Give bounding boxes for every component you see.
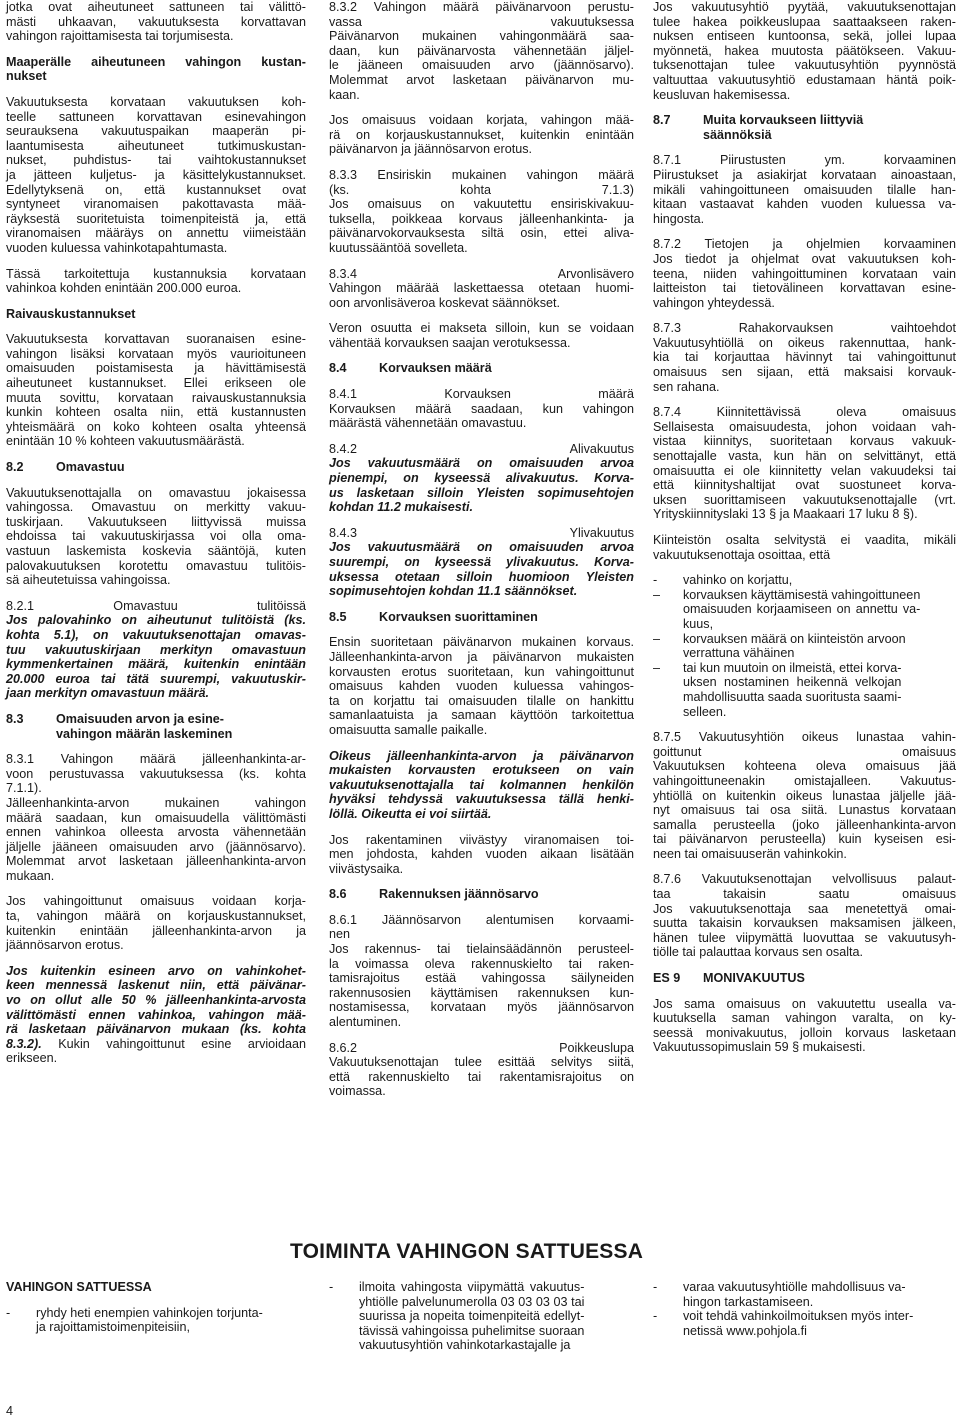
- text-line: Jos vakuutusmäärä on omaisuuden arvoa: [329, 540, 634, 555]
- section-title-line: säännöksiä: [703, 127, 772, 142]
- text-line: korvauksen käyttämisestä vahingoittuneen: [683, 587, 921, 602]
- paragraph: [329, 321, 634, 350]
- text-line: suurempi, on kyseessä ylivakuutus. Korva-: [329, 555, 634, 569]
- list-item-text: [683, 1309, 913, 1338]
- text-line: vakuutusyhtiön vahinkotarkastajalle ja: [359, 1338, 571, 1353]
- text-line: kohdan 11.2 mukaisesti.: [329, 500, 473, 515]
- text-line: varaa vakuutusyhtiölle mahdollisuus va-: [683, 1280, 906, 1294]
- text-line: nuksen entiseen kuntoonsa, sekä, jollei lupaa: [653, 29, 956, 44]
- text-line: Jos vakuutusmäärä on omaisuuden arvoa: [329, 456, 634, 471]
- text-line: seessä monivakuutus, jolloin korvaus lasketaan: [653, 1025, 956, 1040]
- text-line: Sellaisesta omaisuudesta, johon voidaan vah-: [653, 419, 956, 434]
- text-line: 7.1.1).: [6, 781, 42, 796]
- paragraph: [653, 237, 956, 310]
- text-line: tävissä vahingoissa puhelimitse suoraan: [359, 1323, 585, 1338]
- text-line: Jälleenhankinta-arvon ja päivänarvon mukaisten: [329, 649, 634, 664]
- section-number: 8.5: [329, 609, 347, 624]
- section-title: [379, 610, 538, 625]
- text-line: samalla perusteella (joko jälleenhankinta-arvon: [653, 817, 956, 832]
- paragraph: [329, 833, 634, 877]
- section-title-line: Korvauksen suorittaminen: [379, 609, 538, 624]
- text-line: Vakuutuksesta korvataan vakuutuksen koh-: [6, 94, 306, 109]
- text-line: Jos vakuutuksenottaja saa menetettyä omai-: [653, 901, 956, 916]
- text-line: ennen vahinkoa olleesta arvosta vähennetään: [6, 825, 306, 840]
- text-line: senottajalle vasta, kun hän on selvittänyt, että: [653, 449, 956, 464]
- paragraph: [6, 332, 306, 449]
- paragraph: [653, 405, 956, 522]
- text-line: 8.4.2 Alivakuutus: [329, 441, 634, 456]
- text-line: Molemmat arvot lasketaan jälleenhankinta-arvon: [6, 854, 306, 869]
- subheading: [6, 55, 306, 84]
- paragraph: [653, 0, 956, 102]
- text-line: Jälleenhankinta-arvon mukainen vahingon: [6, 795, 306, 810]
- text-line: tuu vakuutuskirjaan merkityn omavastuun: [6, 642, 306, 657]
- text-line: 8.7.6 Vakuutuksenottajan velvollisuus palaut-: [653, 872, 956, 887]
- text-line: kia tai korjauttaa hävinnyt tai vahingoittunut: [653, 350, 956, 365]
- section-number: 8.6: [329, 887, 347, 902]
- paragraph: [329, 267, 634, 311]
- text-line: aiheutuneet kustannukset. Ellei erikseen ole: [6, 376, 306, 391]
- text-line: jotka ovat aiheutuneet sattuneen tai välittö-: [6, 0, 306, 14]
- text-line: 8.3.1 Vahingon määrä jälleenhankinta-ar-: [6, 752, 306, 767]
- section-title-line: Omavastuu: [56, 460, 125, 475]
- text-line: us lasketaan silloin Yleisten sopimusehtojen: [329, 485, 634, 500]
- list-item-text: [683, 588, 920, 632]
- text-line: rä on korjauskustannukset, kuitenkin enintään: [329, 127, 634, 142]
- paragraph: [6, 486, 306, 588]
- list-item: [329, 1280, 634, 1353]
- paragraph: [6, 267, 306, 296]
- paragraph: [329, 635, 634, 737]
- text-line: Yrityskiinnityslaki 13 § ja Maakaari 17 luku 8 §).: [653, 507, 918, 522]
- text-line: Piirustukset ja asiakirjat korvataan ainoastaan,: [653, 167, 956, 182]
- text-line: 8.3.2 Vahingon määrä päivänarvoon perustu-: [329, 0, 634, 14]
- section-title: [703, 113, 863, 142]
- text-line: 8.3.4 Arvonlisävero: [329, 266, 634, 281]
- section-heading: [6, 460, 306, 475]
- paragraph: [329, 113, 634, 157]
- text-line: vahingon yhteydessä.: [653, 295, 775, 310]
- text-line: Jos kuitenkin esineen arvo on vahinkohet-: [6, 963, 306, 978]
- text-line: Jos tiedot ja ohjelmat ovat vakuutuksen koh-: [653, 251, 956, 266]
- text-line: Vakuutussopimuslain 59 § mukaisesti.: [653, 1040, 866, 1055]
- text-line: Tässä tarkoitettuja kustannuksia korvataan: [6, 266, 306, 281]
- text-line: vuoden kuluessa vahinkotapahtumasta.: [6, 240, 228, 255]
- text-line: mukaisten korvausten erotukseen on vain: [329, 763, 634, 778]
- text-line: samanlaatuista ja samaan käyttöön tarkoitettua: [329, 708, 634, 723]
- text-line: 8.4.1 Korvauksen määrä: [329, 387, 634, 402]
- bottom-list-right: [653, 1280, 956, 1338]
- text-line: Jos omaisuus on vakuutettu ensiriskivakuu-: [329, 197, 634, 212]
- text-line: Jos rakennus- tai tielainsäädännön perusteel-: [329, 942, 634, 957]
- section-banner-title: TOIMINTA VAHINGON SATTUESSA: [290, 1240, 644, 1263]
- text-line: le jääneen omaisuuden arvo (jäännösarvo).: [329, 58, 634, 73]
- text-line: syntyneet viranomaisen pakottavasta mää-: [6, 197, 306, 212]
- text-line: voon perustuvassa vakuutuksessa (ks. kohta: [6, 766, 306, 781]
- text-line: [6, 1037, 306, 1052]
- text-line: jäännösarvon erotus.: [6, 938, 124, 953]
- text-line: Maaperälle aiheutuneen vahingon kustan-: [6, 54, 306, 69]
- text-line: määrästä vähennetään omavastuu.: [329, 416, 527, 431]
- text-line: nyt omaisuus tai osa siitä. Lunastus korvataan: [653, 803, 956, 818]
- text-line: määrä saadaan, kun omaisuudella välittömästi: [6, 810, 306, 825]
- text-line: voimassa.: [329, 1084, 386, 1099]
- text-line: kohta 5.1), on vakuutuksenottajan omavas-: [6, 627, 306, 642]
- text-line: Oikeus jälleenhankinta-arvon ja päivänarvon: [329, 748, 634, 763]
- text-line: vo on ollut alle 50 % jälleenhankinta-arvosta: [6, 993, 306, 1008]
- list-bullet: –: [653, 660, 661, 675]
- section-heading: [653, 971, 956, 986]
- paragraph: [329, 387, 634, 431]
- bottom-list-middle: [329, 1280, 634, 1353]
- text-line: Kiinteistön osalta selvitystä ei vaadita, mikäli: [653, 533, 956, 547]
- text-line: vakuutuksenottajalla tai kolmannen henkilön: [329, 777, 634, 792]
- text-line: että kiinnityshaltijat ovat suostuneet korva-: [653, 478, 956, 493]
- list-item-text: [683, 1280, 906, 1309]
- text-line: nen: [329, 927, 351, 942]
- list-bullet: -: [329, 1280, 334, 1294]
- text-line: Vakuutuksen kohteena oleva omaisuus jää: [653, 759, 956, 774]
- list-bullet: -: [653, 573, 658, 588]
- text-line: goittunut omaisuus: [653, 744, 956, 759]
- text-line: verrattuna vähäinen: [683, 646, 795, 661]
- paragraph: [329, 913, 634, 1030]
- text-line: kuus,: [683, 616, 714, 631]
- text-line: tamisrajoitus estää vahingossa säilyneiden: [329, 971, 634, 986]
- text-line: 8.7.4 Kiinnitettävissä oleva omaisuus: [653, 405, 956, 420]
- section-title-line: Muita korvaukseen liittyviä: [703, 113, 864, 128]
- text-line: kymmenkertainen määrä, kuitenkin enintään: [6, 657, 306, 672]
- section-heading: [329, 610, 634, 625]
- paragraph: [329, 0, 634, 102]
- section-number: 8.7: [653, 113, 671, 128]
- text-line: Jos rakentaminen viivästyy viranomaisen toi-: [329, 832, 634, 847]
- paragraph: [6, 0, 306, 44]
- section-title: [703, 971, 805, 986]
- text-line: kuutuksella saman vahingon varalta, on ky-: [653, 1011, 956, 1026]
- paragraph: [653, 533, 956, 562]
- text-line: kaan.: [329, 87, 360, 102]
- text-line: alentuminen.: [329, 1015, 402, 1030]
- text-line: 8.7.1 Piirustusten ym. korvaaminen: [653, 153, 956, 168]
- text-line: mästi uhkaavan, vakuutuksesta korvattavan: [6, 14, 306, 29]
- text-line: vahinkoa kohden enintään 200.000 euroa.: [6, 281, 242, 296]
- text-line: seurauksena vakuutuspaikan maaperän pi-: [6, 124, 306, 139]
- text-line: suurissa ja nopeita toimenpiteitä edellyt-: [359, 1309, 585, 1324]
- text-line: vähentää korvauksen saajan verotuksessa.: [329, 335, 571, 350]
- paragraph: [6, 752, 306, 883]
- section-heading: [329, 887, 634, 902]
- column-left: [6, 0, 306, 1077]
- text-line: Vakuutuksesta korvattavan suoranaisen esine-: [6, 332, 306, 347]
- text-line: omaisuutta ei ole kiinnitetty velan vakuudeksi tai: [653, 463, 956, 478]
- text-line: omaisuuden poistamisesta ja hävittämisestä: [6, 361, 306, 376]
- text-line: 8.4.3 Ylivakuutus: [329, 525, 634, 540]
- paragraph: [6, 964, 306, 1066]
- text-line: 8.7.3 Rahakorvauksen vaihtoehdot: [653, 321, 956, 336]
- text-line: löllä. Oikeutta ei voi siirtää.: [329, 806, 492, 821]
- list-item: [653, 632, 956, 661]
- text-line: tiölle tai palauttaa korvaus sen osalta.: [653, 945, 864, 960]
- section-number: 8.2: [6, 460, 24, 475]
- section-heading: [653, 113, 956, 142]
- list-item-text: [683, 632, 906, 661]
- text-line: yhtiölle palvelunumerolla 03 03 03 03 tai: [359, 1294, 585, 1309]
- list-item: [653, 588, 956, 632]
- text-line: vassa vakuutuksessa: [329, 14, 634, 29]
- text-line: yhtiöllä on kuitenkin oikeus lunastaa jäljelle jää-: [653, 788, 956, 803]
- text-line: rä lasketaan päivänarvon mukaan (ks. kohta: [6, 1022, 306, 1037]
- subheading: [6, 307, 306, 322]
- section-title: [56, 712, 232, 741]
- text-line: Päivänarvon mukainen vahingonmäärä saa-: [329, 29, 634, 44]
- text-line: myönnetä, hakea muutosta päätökseen. Vakuu-: [653, 43, 956, 58]
- paragraph: [329, 526, 634, 599]
- text-line: omaisuutta samalle paikalle.: [329, 722, 488, 737]
- text-line: hänen tulee viipymättä luovuttaa se vakuutusyh-: [653, 930, 956, 945]
- text-line: hingon tarkastamiseen.: [683, 1294, 814, 1309]
- text-line: Raivauskustannukset: [6, 306, 136, 321]
- text-line: keen mennessä laskenut niin, että päivänar-: [6, 978, 306, 993]
- section-title: [379, 887, 539, 902]
- bottom-column-middle: [329, 1280, 634, 1364]
- list-item: [653, 1309, 956, 1338]
- paragraph: [653, 997, 956, 1055]
- list-item: [653, 573, 956, 588]
- text-line: muuta sovittu, korvataan raivauskustannuksia: [6, 390, 306, 405]
- paragraph: [6, 95, 306, 256]
- paragraph: [6, 599, 306, 701]
- dash-list: [653, 573, 956, 719]
- text-line: neen tai omaisuuserän vahinkokin.: [653, 846, 847, 861]
- text-line: Jos vahingoittunut omaisuus voidaan korja-: [6, 894, 306, 909]
- text-line: uksen nostaminen heikennä velkojan: [683, 675, 902, 690]
- text-line: kunkin kohteen osalta niin, että kustannusten: [6, 405, 306, 420]
- text-line: jaan merkityn omavastuun määrä.: [6, 686, 209, 701]
- paragraph: [6, 894, 306, 952]
- section-number: ES 9: [653, 971, 681, 986]
- text-line: hingosta.: [653, 211, 705, 226]
- text-line: nukset: [6, 69, 47, 84]
- list-item: [653, 1280, 956, 1309]
- list-bullet: –: [653, 587, 661, 602]
- list-bullet: -: [653, 1280, 658, 1294]
- section-title-line: vahingon määrän laskeminen: [56, 726, 233, 741]
- text-line: daan, kun päivänarvosta vähennetään jäljel-: [329, 43, 634, 58]
- text-line: mahdollisuutta saada suoritusta saami-: [683, 689, 902, 704]
- text-line: Korvauksen määrä saadaan, kun vahingon: [329, 401, 634, 416]
- list-item-text: [683, 573, 792, 588]
- text-line: Vakuutuksenottajalla on omavastuu jokaisessa: [6, 485, 306, 500]
- text-line: ehdoissa tai vakuutuskirjassa voi olla oma-: [6, 529, 306, 544]
- text-line: 20.000 euroa tai tätä suurempi, vakuutuskir-: [6, 671, 306, 686]
- text-line: Vahingon määrää laskettaessa otetaan huomi-: [329, 281, 634, 296]
- text-line: vahingossa. Omavastuu on merkitty vakuu-: [6, 500, 306, 515]
- paragraph: [329, 168, 634, 256]
- text-line: tai kun muutoin on ilmeistä, ettei korva-: [683, 660, 902, 675]
- emphasis: 8.3.2).: [6, 1036, 42, 1051]
- text-line: kuutussääntöä sovelleta.: [329, 240, 468, 255]
- list-bullet: -: [653, 1309, 658, 1324]
- text-line: keusluvan hakemisessa.: [653, 87, 791, 102]
- text-line: ryhdy heti enempien vahinkojen torjunta-: [36, 1305, 263, 1320]
- paragraph: [653, 730, 956, 861]
- text-line: 8.6.1 Jäännösarvon alentumisen korvaami-: [329, 912, 634, 927]
- text-line: nukset, puhdistus- tai vaihtokustannukset: [6, 153, 306, 168]
- text-line: vahingon lisäksi korvataan myös vaurioituneen: [6, 346, 306, 361]
- text-line: tuksella, poikkeaa korvaus jälleenhankinta- ja: [329, 211, 634, 226]
- list-item-text: [683, 661, 901, 719]
- text-line: ja jätteen kuljetus- ja käsittelykustannukset.: [6, 167, 306, 182]
- text-line: vistaa kiinnitys, suoritetaan korvaus vakuuk-: [653, 434, 956, 449]
- text-line: erikseen.: [6, 1051, 58, 1066]
- text-line: uksessa otetaan silloin huomioon Yleisten: [329, 569, 634, 584]
- section-number: 8.3: [6, 711, 24, 726]
- text-line: ta, vahingon määrä on korjauskustannukset,: [6, 909, 306, 924]
- text-line: 8.6.2 Poikkeuslupa: [329, 1040, 634, 1055]
- text-line: enintään 10 % kohteen vakuutusmäärästä.: [6, 434, 245, 449]
- text-line: Jos sama omaisuus on vakuutettu usealla va-: [653, 996, 956, 1011]
- text-line: vakuutuksenottaja osoittaa, että: [653, 547, 831, 562]
- text-line: netissä www.pohjola.fi: [683, 1323, 807, 1338]
- text-line: vahingon rajoittamisesta tai torjumisesta.: [6, 29, 234, 44]
- text-line: kitaan vastaavat kahden vuoden kuluessa va-: [653, 197, 956, 212]
- text-line: Molemmat arvot lasketaan päivänarvon mu-: [329, 72, 634, 87]
- text-line: teelle sattuneen korvattavan esinevahingon: [6, 109, 306, 124]
- section-title-line: Rakennuksen jäännösarvo: [379, 887, 539, 902]
- text-line: taa takaisin saatu omaisuus: [653, 887, 956, 902]
- text-line: men johdosta, kahden vuoden aikaan lisätään: [329, 847, 634, 862]
- section-title-line: MONIVAKUUTUS: [703, 971, 805, 986]
- text-line: 8.7.5 Vakuutusyhtiön oikeus lunastaa vahin-: [653, 730, 956, 745]
- bottom-heading: VAHINGON SATTUESSA: [6, 1280, 152, 1294]
- text-line: jäljelle jääneen omaisuuden arvo (jäännösarvo).: [6, 839, 306, 854]
- text-line: oon arvonlisäveroa koskevat säännökset.: [329, 295, 561, 310]
- text-line: Jos palovahinko on aiheutunut tulitöistä (ks.: [6, 613, 306, 628]
- text-line: omaisuus kahden vuoden kuluessa vahingos-: [329, 679, 634, 694]
- text-line: sä aiheutetuissa vahingoissa.: [6, 573, 171, 588]
- text-line: sopimusehtojen kohdan 11.1 säännökset.: [329, 584, 578, 599]
- text-line: pienempi, on kyseessä alivakuutus. Korva-: [329, 471, 634, 486]
- bottom-column-right: [653, 1280, 956, 1349]
- text-line: uksen suorittamiseen vakuutuksenottajalle (vrt.: [653, 492, 956, 507]
- text-line: rakennusosien käyttämisen rakennuksen kun-: [329, 985, 634, 1000]
- text-line: voit tehdä vahinkoilmoituksen myös inter-: [683, 1309, 914, 1324]
- text-line: Vakuutusyhtiöllä on oikeus rakennuttaa, hank-: [653, 335, 956, 350]
- text-line: että rakennuskielto tai rakentamisrajoitus on: [329, 1069, 634, 1084]
- text-line: nostamisessa, korvataan myös jäännösarvon: [329, 1000, 634, 1015]
- paragraph: [653, 153, 956, 226]
- section-title: [379, 361, 492, 376]
- section-title-line: Omaisuuden arvon ja esine-: [56, 711, 224, 726]
- text-line: laantumisesta aiheutuneet tutkimuskustan-: [6, 138, 306, 153]
- text-line: la voimassa oleva rakennuskielto tai raken-: [329, 956, 634, 971]
- paragraph: [329, 1041, 634, 1099]
- bottom-list-left: [6, 1306, 306, 1335]
- text-line: (ks. kohta 7.1.3): [329, 182, 634, 197]
- text-line: ilmoita vahingosta viipymättä vakuutus-: [359, 1280, 585, 1294]
- text-line: hyväksi tehdyssä vakuutuksessa tällä henki-: [329, 792, 634, 807]
- text-line: mukaan.: [6, 868, 55, 883]
- text-line: korvauksen määrä on kiinteistön arvoon: [683, 631, 906, 646]
- text-line: Veron osuutta ei makseta silloin, kun se voidaan: [329, 321, 634, 336]
- list-item-text: [36, 1306, 263, 1335]
- list-item: [653, 661, 956, 719]
- column-middle: [329, 0, 634, 1110]
- text-line: vastuun laskemista koskevia sääntöjä, kuten: [6, 544, 306, 558]
- text-line: tuksenottajan tulee vakuutusyhtiön pyynnöstä: [653, 58, 956, 73]
- section-number: 8.4: [329, 361, 347, 376]
- text-line: ja rajoittamistoimenpiteisiin,: [36, 1320, 190, 1335]
- page-number: 4: [6, 1404, 14, 1418]
- text-line: Jos omaisuus voidaan korjata, vahingon mää-: [329, 113, 634, 128]
- text-line: omaisuuden korjaamiseen on annettu va-: [683, 602, 921, 617]
- text-line: 8.7.2 Tietojen ja ohjelmien korvaaminen: [653, 237, 956, 252]
- text-line: laitteiston tai tietovälineen korvattavan esine-: [653, 281, 956, 296]
- text-line: suutta takaisin korvauksen maksamisen jälkeen,: [653, 916, 956, 931]
- section-title-line: Korvauksen määrä: [379, 361, 492, 376]
- text-line: palovakuutuksen korotettu omavastuu tulitöis-: [6, 558, 306, 573]
- text-line: korvausten erotus suoritetaan, kun vahingoittunut: [329, 664, 634, 679]
- list-item: [6, 1306, 306, 1335]
- text-line: teena, niiden vahingoittuminen korvataan vain: [653, 266, 956, 281]
- section-heading: [6, 712, 306, 741]
- list-bullet: -: [6, 1305, 11, 1320]
- list-bullet: –: [653, 631, 661, 646]
- list-item-text: [359, 1280, 584, 1353]
- text-line: yhteismäärä on koko kohteen osalta yhteensä: [6, 419, 306, 434]
- text-line: tai päivänarvon perusteella) kuin kyseisen esi-: [653, 832, 956, 847]
- column-right: [653, 0, 956, 1066]
- text-line: vahingoittuneenakin omistajalleen. Vakuutus-: [653, 773, 956, 788]
- text-line: ta on korjattu tai omaisuuden tilalle on hankittu: [329, 693, 634, 708]
- text-line: 8.2.1 Omavastuu tulitöissä: [6, 598, 306, 613]
- text-line: mikäli vahingoittuneen omaisuuden tilalle han-: [653, 182, 956, 197]
- bottom-column-left: [6, 1280, 306, 1346]
- text-line: tulee hakea poikkeuslupaa saattaakseen raken-: [653, 14, 956, 29]
- text-line: tuskirjaan. Vakuutukseen liittyvissä muissa: [6, 514, 306, 529]
- paragraph: [653, 872, 956, 960]
- section-heading: [329, 361, 634, 376]
- paragraph: [653, 321, 956, 394]
- text-line: viivästysaika.: [329, 861, 404, 876]
- text-line: omaisuus sen sijaan, että maksaisi korvauk-: [653, 365, 956, 380]
- section-title: [56, 460, 125, 475]
- text-line: 8.3.3 Ensiriskin mukainen vahingon määrä: [329, 167, 634, 182]
- text-line: päivänarvokorvauksesta siltä osin, ettei aliva-: [329, 226, 634, 241]
- paragraph: [329, 749, 634, 822]
- paragraph: [329, 442, 634, 515]
- text-line: valtuuttaa vakuutusyhtiö edustamaan häntä poik-: [653, 72, 956, 87]
- text-line: päivänarvon ja jäännösarvon erotus.: [329, 142, 533, 157]
- text-line: Ensin suoritetaan päivänarvon mukainen korvaus.: [329, 635, 634, 650]
- text-line: sen rahana.: [653, 379, 720, 394]
- text-line: välittömästi ennen vahinkoa, vahingon mää-: [6, 1007, 306, 1022]
- text-line: kuitenkin enintään jälleenhankinta-arvon ja: [6, 923, 306, 938]
- text-line: viranomaisen määräys on annettu viimeistään: [6, 226, 306, 241]
- text-line: räyksestä suoritetuista toimenpiteistä ja, että: [6, 211, 306, 226]
- text-run: Kukin vahingoittunut esine arvioidaan: [41, 1036, 306, 1051]
- text-line: Edellytyksenä on, että kustannukset ovat: [6, 182, 306, 197]
- text-line: selleen.: [683, 704, 727, 719]
- text-line: vahinko on korjattu,: [683, 573, 793, 588]
- text-line: Vakuutuksenottajan tulee esittää selvitys siitä,: [329, 1055, 634, 1070]
- text-line: Jos vakuutusyhtiö pyytää, vakuutuksenottajan: [653, 0, 956, 14]
